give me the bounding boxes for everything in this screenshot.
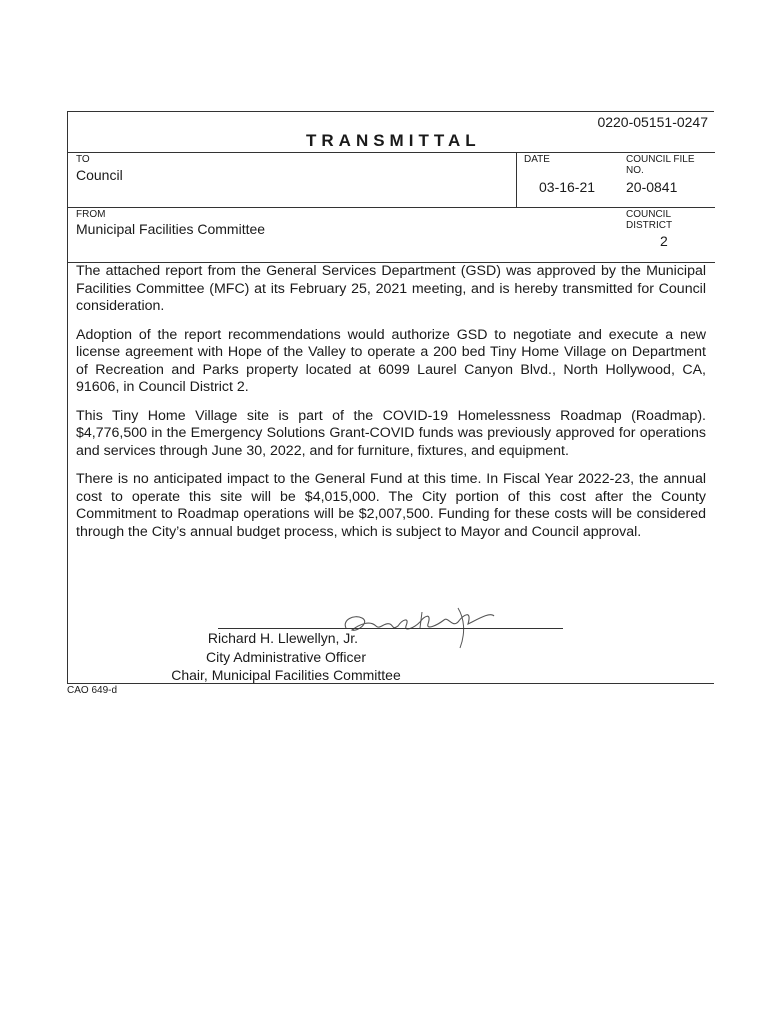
signer-title: City Administrative Officer xyxy=(205,649,366,665)
council-file-label-line1: COUNCIL FILE xyxy=(626,154,695,165)
paragraph: This Tiny Home Village site is part of the COVID-19 Homelessness Roadmap (Roadmap). $4,776,500 in the Emergency Solutions Grant-COVID funds was previously approved for operations and services through June 30, 2022, and for furniture, fixtures, and equipment. xyxy=(76,407,706,459)
council-file-label xyxy=(626,154,695,176)
signer-name: Richard H. Llewellyn, Jr. xyxy=(207,630,359,646)
council-district-label xyxy=(626,209,672,231)
signature-line xyxy=(218,628,563,629)
paragraph: The attached report from the General Services Department (GSD) was approved by the Municipal Facilities Committee (MFC) at its February 25, 2021 meeting, and is hereby transmitted for Council consideration. xyxy=(76,263,706,314)
from-value: Municipal Facilities Committee xyxy=(76,221,266,237)
file-number: 0220-05151-0247 xyxy=(597,114,708,130)
council-district-value: 2 xyxy=(660,233,668,249)
transmittal-form xyxy=(67,111,714,684)
council-file-value: 20-0841 xyxy=(626,179,678,195)
from-label: FROM xyxy=(76,209,106,220)
signer-committee-title: Chair, Municipal Facilities Committee xyxy=(171,667,401,683)
divider xyxy=(68,207,715,208)
divider xyxy=(68,152,715,153)
body-text xyxy=(76,263,706,552)
to-label: TO xyxy=(76,154,90,165)
date-value: 03-16-21 xyxy=(539,179,596,195)
to-value: Council xyxy=(76,167,123,183)
council-file-label-line2: NO. xyxy=(626,165,644,176)
council-district-label-line1: COUNCIL xyxy=(626,209,672,220)
paragraph: There is no anticipated impact to the General Fund at this time. In Fiscal Year 2022-23, the annual cost to operate this site will be $4,015,000. The City portion of this cost after the County Commitment to Roadmap operations will be $2,007,500. Funding for these costs will be considered through the City’s annual budget process, which is subject to Mayor and Council approval. xyxy=(76,471,706,540)
form-code: CAO 649-d xyxy=(67,685,118,696)
council-district-label-line2: DISTRICT xyxy=(626,220,673,231)
date-label: DATE xyxy=(524,154,550,165)
paragraph: Adoption of the report recommendations would authorize GSD to negotiate and execute a new license agreement with Hope of the Valley to operate a 200 bed Tiny Home Village on Department of Recreation and Parks property located at 6099 Laurel Canyon Blvd., North Hollywood, CA, 91606, in Council District 2. xyxy=(76,326,706,395)
document-title: TRANSMITTAL xyxy=(306,131,481,150)
divider xyxy=(516,152,517,207)
